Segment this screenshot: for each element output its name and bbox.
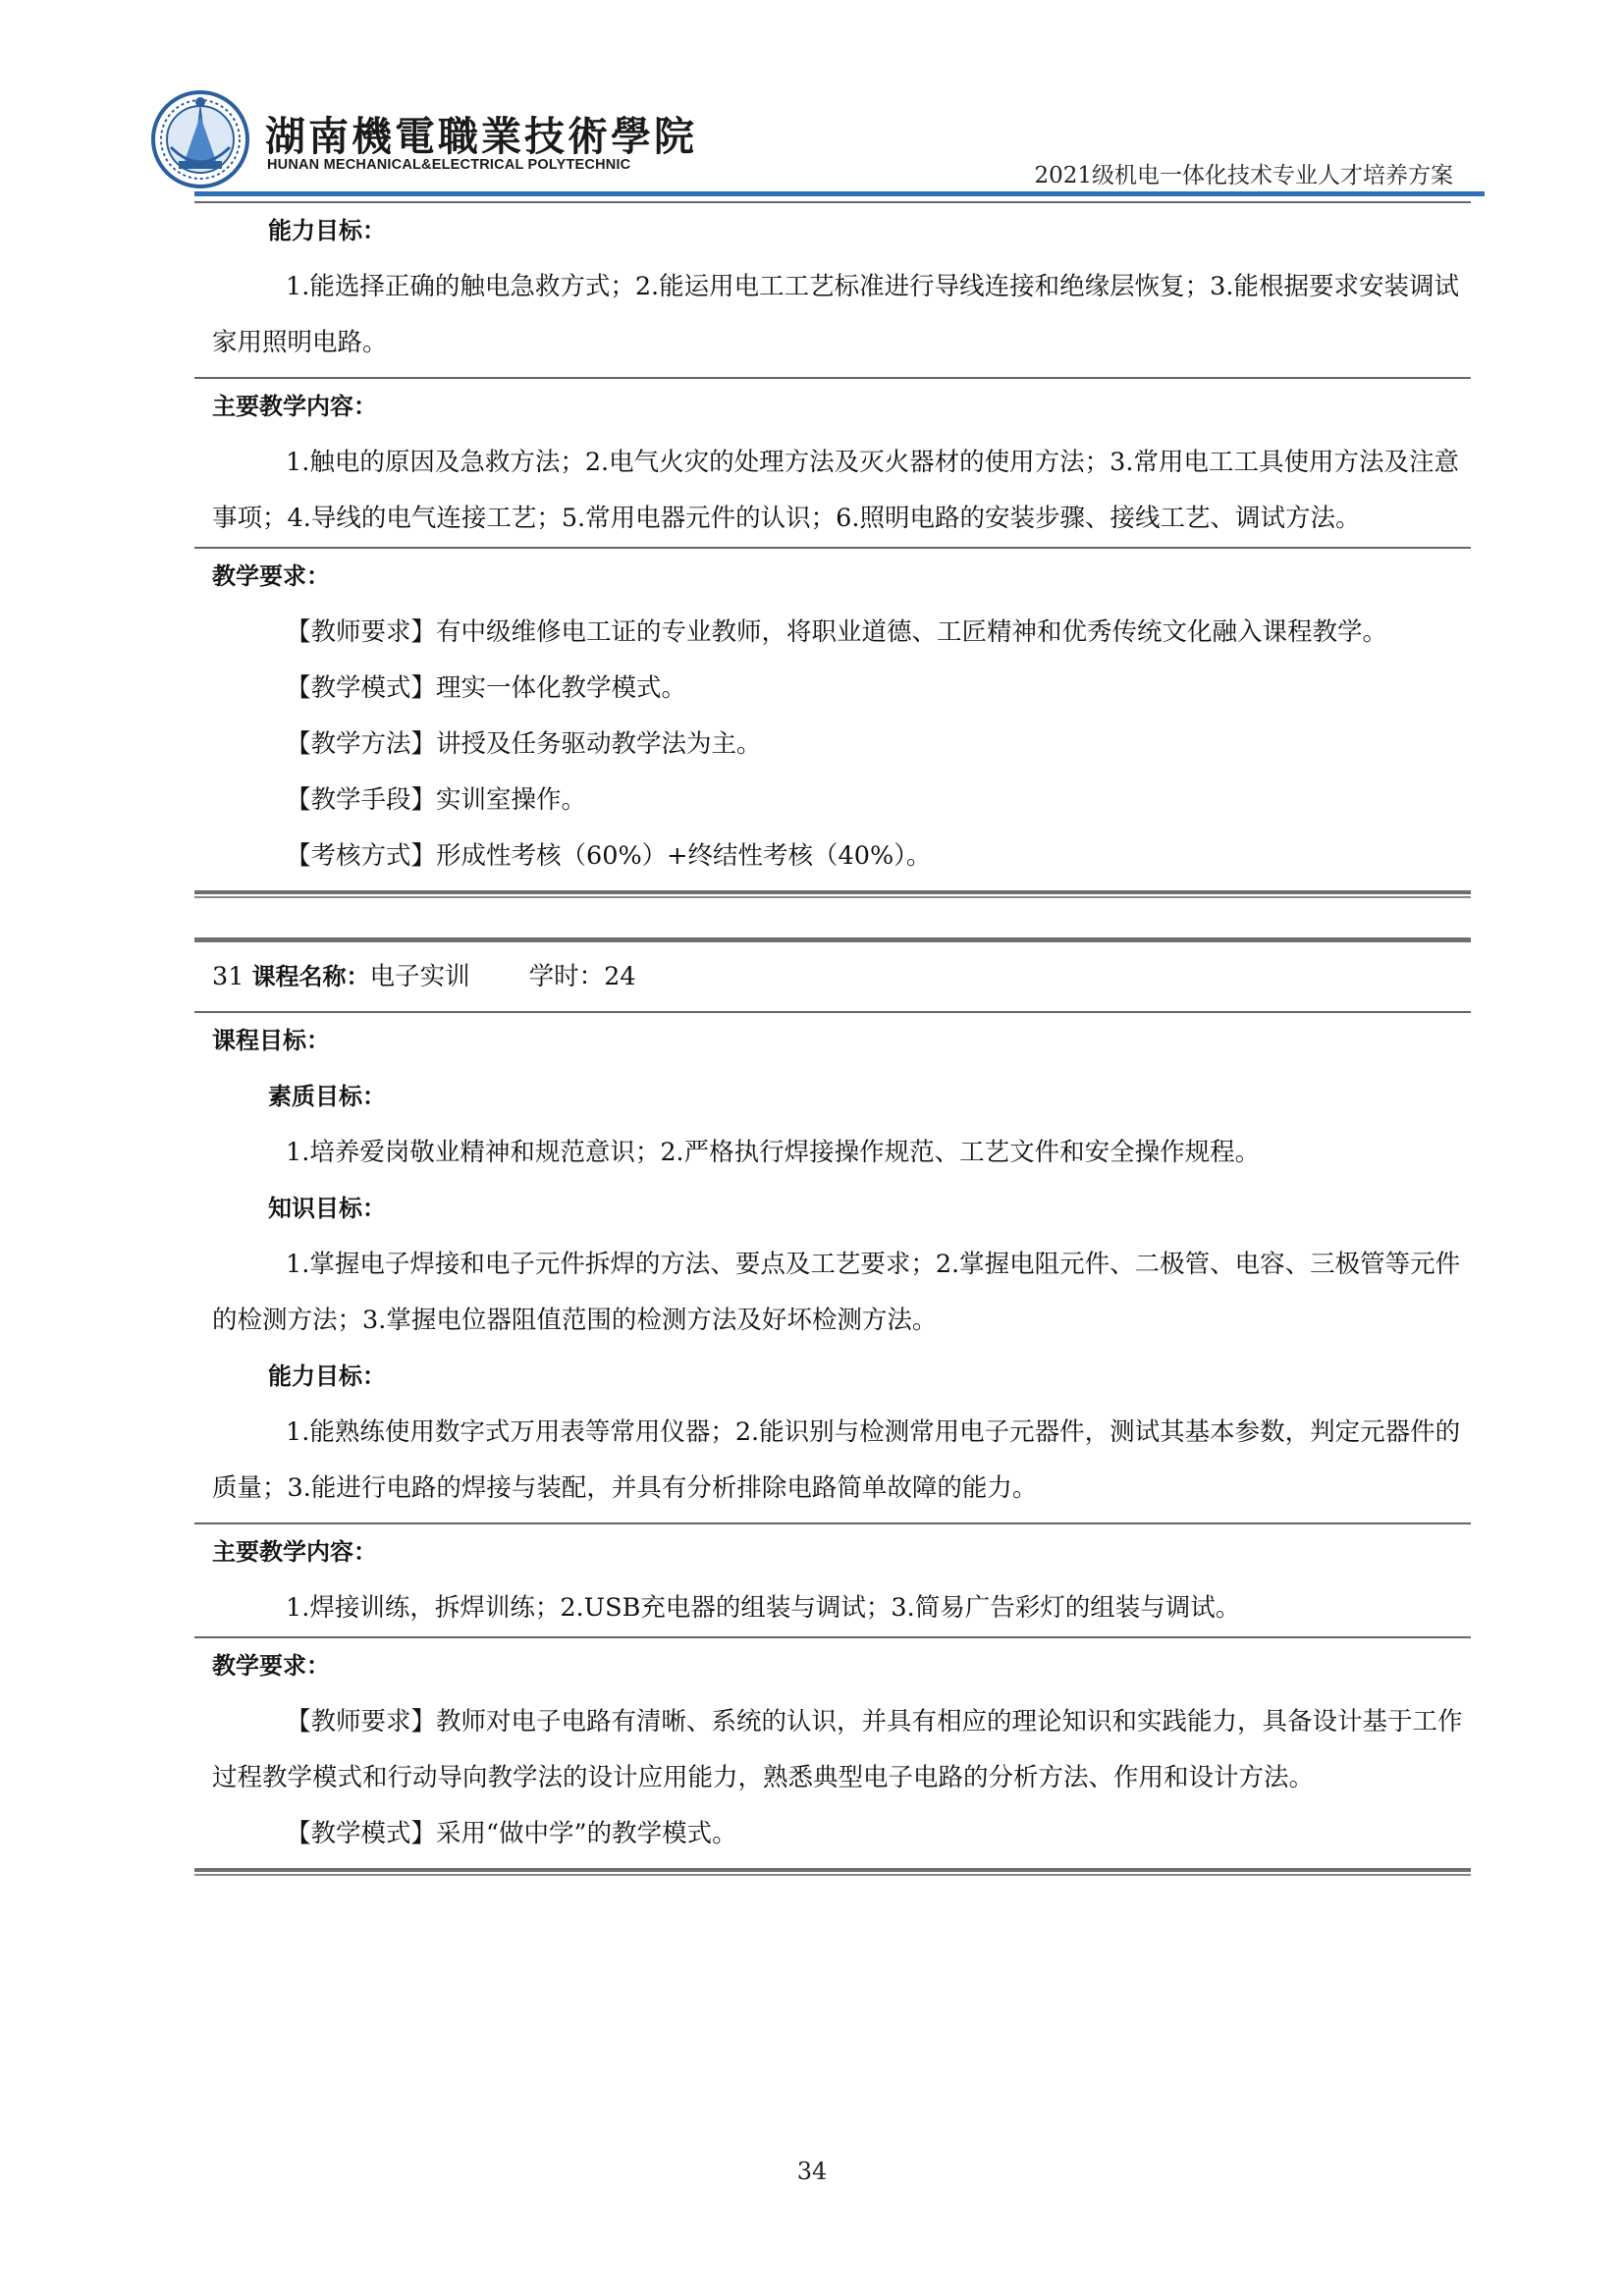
course-name: 电子实训 (369, 962, 470, 991)
teaching-requirements-heading: 教学要求： (212, 1652, 330, 1680)
requirement-item: 【教学模式】采用“做中学”的教学模式。 (286, 1819, 737, 1848)
hours-value: 24 (604, 962, 636, 991)
document-title: 2021级机电一体化技术专业人才培养方案 (1034, 163, 1453, 188)
page-content (194, 201, 1471, 1876)
header-rule (194, 191, 1485, 196)
teaching-content-heading: 主要教学内容： (212, 1538, 377, 1566)
requirement-item: 【教学手段】实训室操作。 (286, 785, 587, 815)
requirement-item: 【教师要求】有中级维修电工证的专业教师，将职业道德、工匠精神和优秀传统文化融入课程教学。 (286, 617, 1388, 647)
requirement-item: 【教学方法】讲授及任务驱动教学法为主。 (286, 729, 762, 759)
knowledge-goals-heading: 知识目标： (268, 1195, 386, 1222)
ability-text: 1.能选择正确的触电急救方式；2.能运用电工工艺标准进行导线连接和绝缘层恢复；3.能根据要求安装调试家用照明电路。 (212, 272, 1459, 357)
requirement-item: 【教学模式】理实一体化教学模式。 (286, 673, 687, 703)
ability-goals-heading: 能力目标： (268, 1362, 386, 1390)
college-logo (149, 88, 697, 196)
teaching-content-text: 1.焊接训练，拆焊训练；2.USB充电器的组装与调试；3.简易广告彩灯的组装与调试。 (286, 1593, 1241, 1623)
requirement-item: 【教师要求】教师对电子电路有清晰、系统的认识，并具有相应的理论知识和实践能力，具备设计基于工作过程教学模式和行动导向教学法的设计应用能力，熟悉典型电子电路的分析方法、作用和设计方法。 (212, 1707, 1463, 1792)
page-number: 34 (796, 2158, 828, 2185)
teaching-requirements-heading: 教学要求： (212, 562, 330, 590)
quality-goals-heading: 素质目标： (268, 1083, 386, 1110)
ability-goals-text: 1.能熟练使用数字式万用表等常用仪器；2.能识别与检测常用电子元器件，测试其基本参数，判定元器件的质量；3.能进行电路的焊接与装配，并具有分析排除电路简单故障的能力。 (212, 1417, 1461, 1503)
course-goals-heading: 课程目标： (212, 1027, 330, 1054)
page-header (0, 0, 1624, 201)
teaching-content-text: 1.触电的原因及急救方法；2.电气火灾的处理方法及灭火器材的使用方法；3.常用电工工具使用方法及注意事项；4.导线的电气连接工艺；5.常用电器元件的认识；6.照明电路的安装步骤、接线工艺、调试方法。 (212, 448, 1459, 533)
college-emblem-icon (149, 88, 251, 190)
section-end-rule (194, 1868, 1471, 1876)
logo-english-name: HUNAN MECHANICAL&ELECTRICAL POLYTECHNIC (267, 157, 631, 173)
requirement-item: 【考核方式】形成性考核（60%）+终结性考核（40%）。 (286, 841, 932, 871)
ability-heading: 能力目标： (268, 217, 386, 244)
course-name-label: 课程名称： (251, 963, 370, 990)
section-end-rule (194, 890, 1471, 898)
logo-chinese-name: 湖南機電職業技術學院 (265, 113, 697, 160)
hours-label: 学时： (528, 962, 605, 991)
course-number: 31 (212, 962, 244, 991)
teaching-content-heading: 主要教学内容： (212, 393, 377, 420)
knowledge-goals-text: 1.掌握电子焊接和电子元件拆焊的方法、要点及工艺要求；2.掌握电阻元件、二极管、电容、三极管等元件的检测方法；3.掌握电位器阻值范围的检测方法及好坏检测方法。 (212, 1250, 1461, 1335)
quality-goals-text: 1.培养爱岗敬业精神和规范意识；2.严格执行焊接操作规范、工艺文件和安全操作规程。 (286, 1138, 1261, 1167)
course-title-line (194, 942, 1471, 1011)
